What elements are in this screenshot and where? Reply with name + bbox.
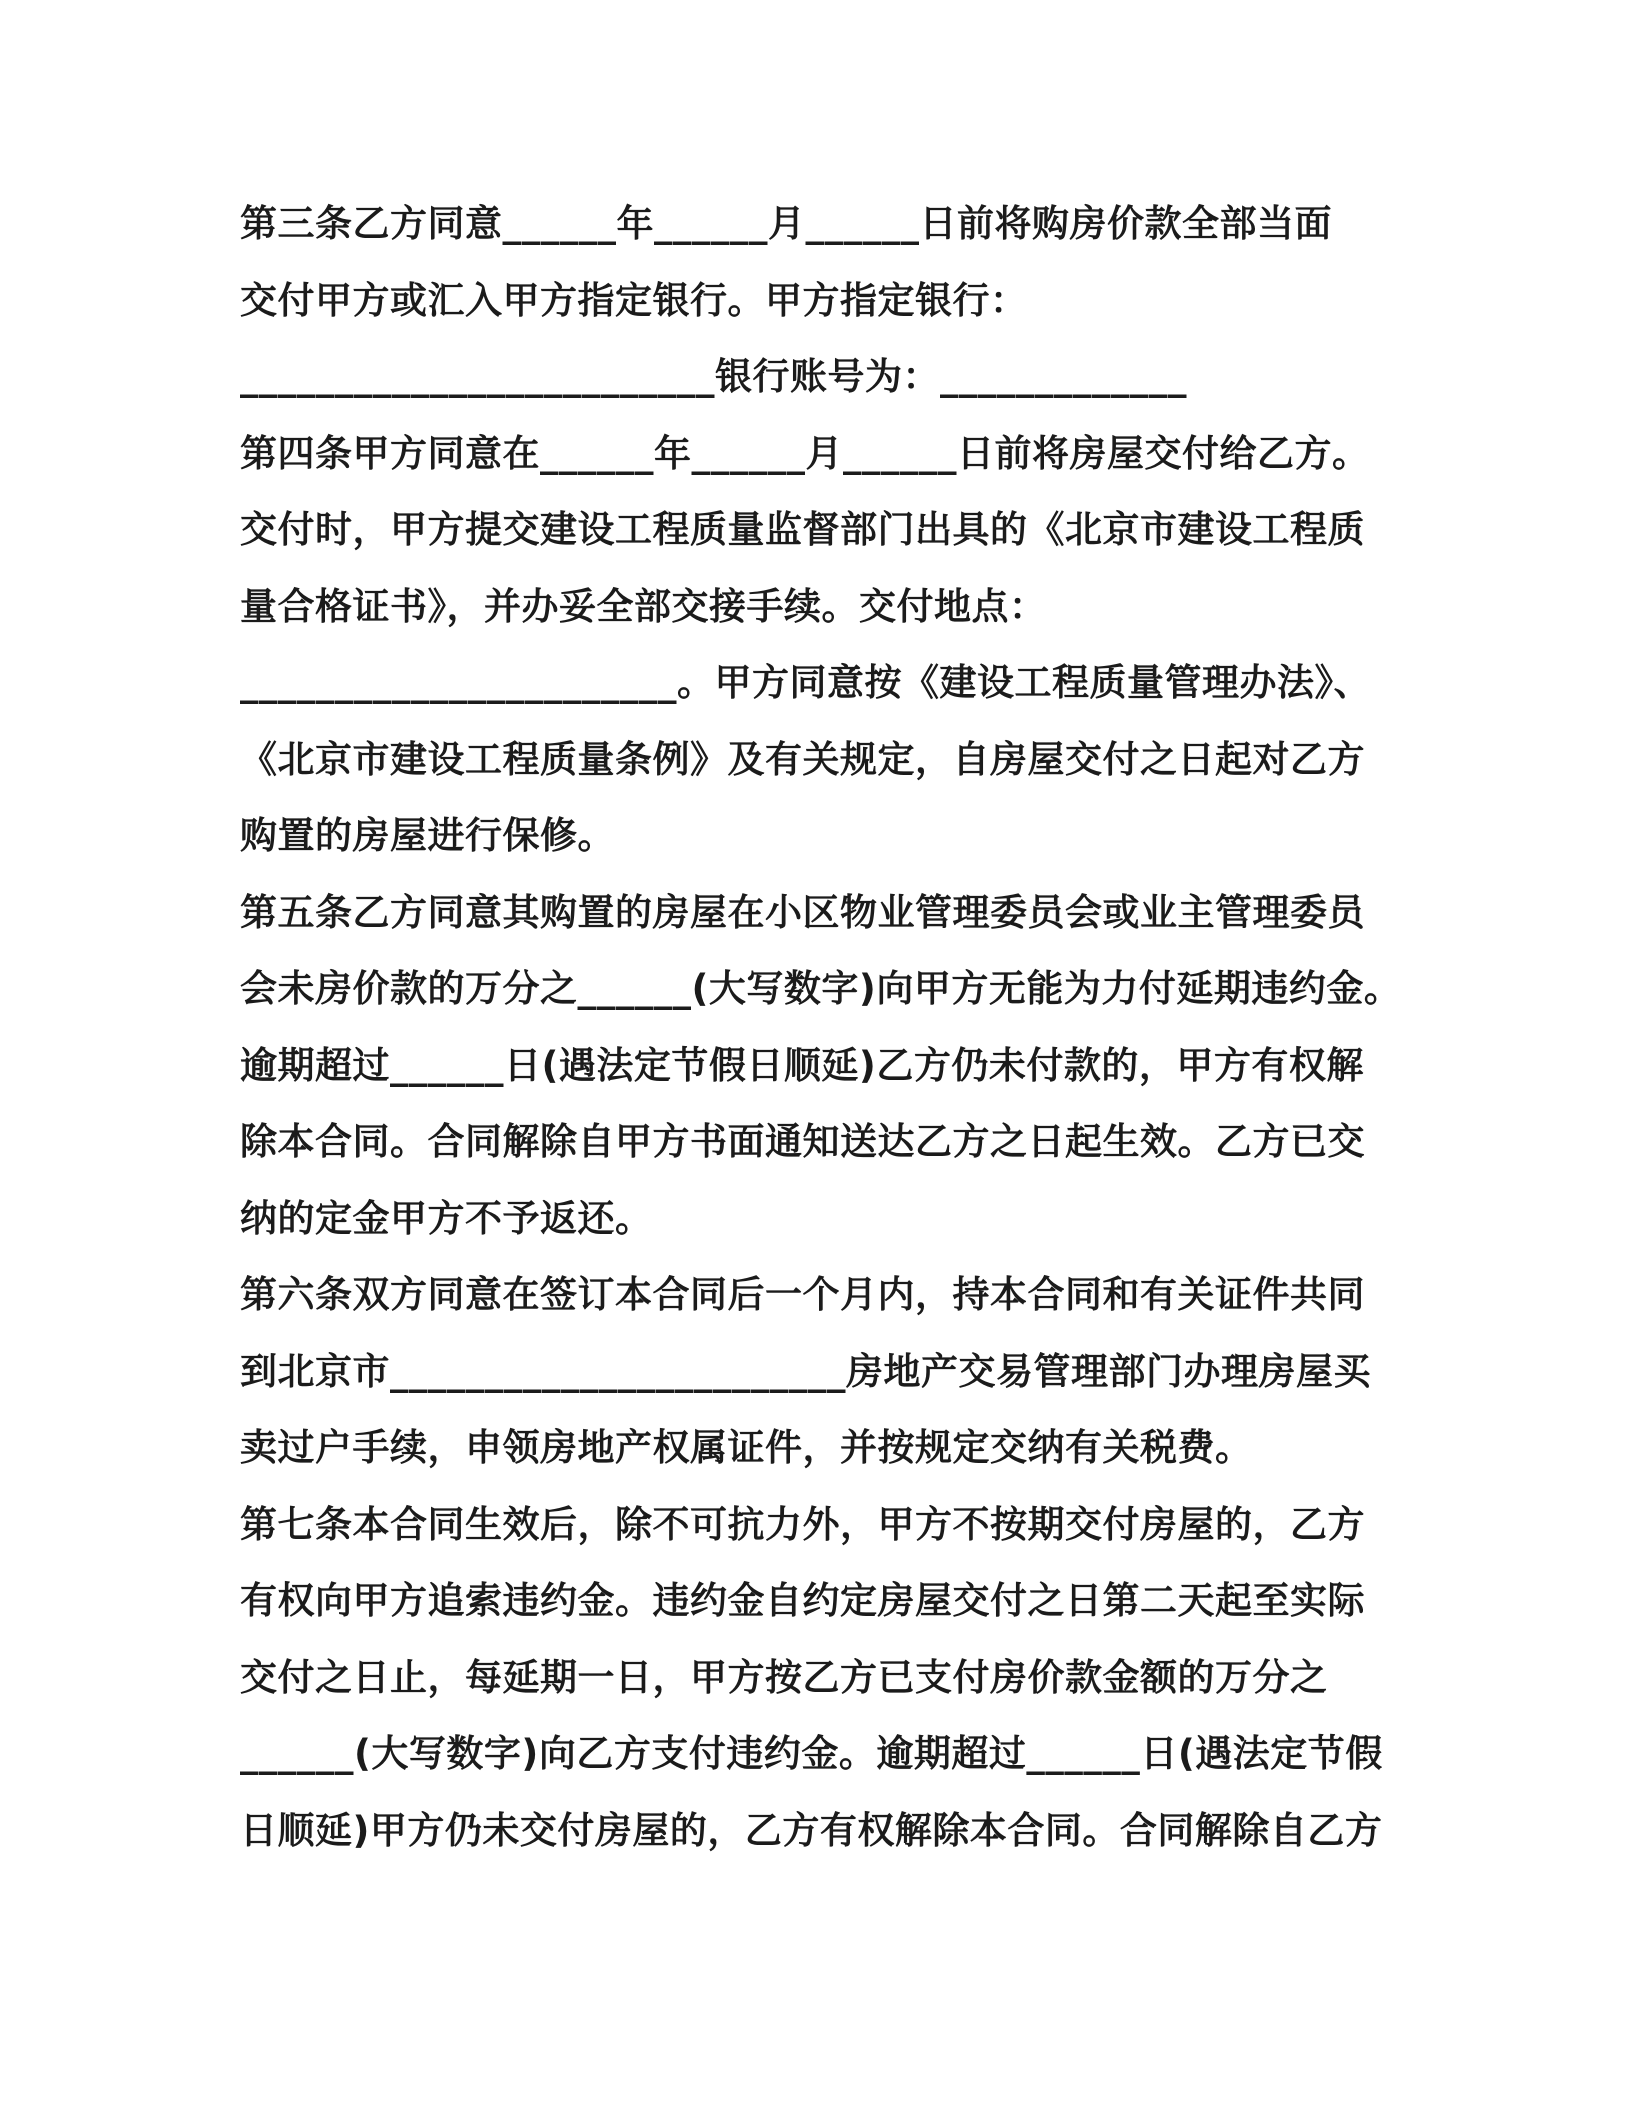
text-line: 卖过户手续，申领房地产权属证件，并按规定交纳有关税费。 [240,1426,1253,1469]
text-line: 交付时，甲方提交建设工程质量监督部门出具的《北京市建设工程质 [240,508,1365,551]
text-line: ______(大写数字)向乙方支付违约金。逾期超过______日(遇法定节假 [240,1732,1383,1775]
text-line: 第六条双方同意在签订本合同后一个月内，持本合同和有关证件共同 [240,1273,1365,1316]
text-line: 《北京市建设工程质量条例》及有关规定，自房屋交付之日起对乙方 [240,737,1365,781]
text-line: 第七条本合同生效后，除不可抗力外，甲方不按期交付房屋的，乙方 [240,1502,1365,1546]
text-line: _________________________银行账号为：_____________ [240,355,1187,398]
text-line: 交付甲方或汇入甲方指定银行。甲方指定银行： [240,278,1028,322]
text-line: 第三条乙方同意______年______月______日前将购房价款全部当面 [240,202,1332,245]
text-line: 纳的定金甲方不予返还。 [240,1196,653,1240]
text-line: _______________________。甲方同意按《建设工程质量管理办法》、 [240,661,1371,704]
text-line: 到北京市________________________房地产交易管理部门办理房屋买 [240,1349,1371,1393]
text-line: 第四条甲方同意在______年______月______日前将房屋交付给乙方。 [240,431,1370,475]
text-line: 交付之日止，每延期一日，甲方按乙方已支付房价款金额的万分之 [240,1655,1328,1699]
text-line: 日顺延)甲方仍未交付房屋的，乙方有权解除本合同。合同解除自乙方 [240,1808,1383,1852]
text-line: 购置的房屋进行保修。 [240,814,615,857]
contract-text [240,186,1410,1869]
text-line: 除本合同。合同解除自甲方书面通知送达乙方之日起生效。乙方已交 [240,1120,1365,1163]
text-line: 第五条乙方同意其购置的房屋在小区物业管理委员会或业主管理委员 [240,890,1365,934]
text-line: 会未房价款的万分之______(大写数字)向甲方无能为力付延期违约金。 [240,967,1402,1010]
text-line: 量合格证书》，并办妥全部交接手续。交付地点： [240,584,1047,628]
text-line: 有权向甲方追索违约金。违约金自约定房屋交付之日第二天起至实际 [240,1579,1365,1622]
text-line: 逾期超过______日(遇法定节假日顺延)乙方仍未付款的，甲方有权解 [240,1043,1364,1087]
